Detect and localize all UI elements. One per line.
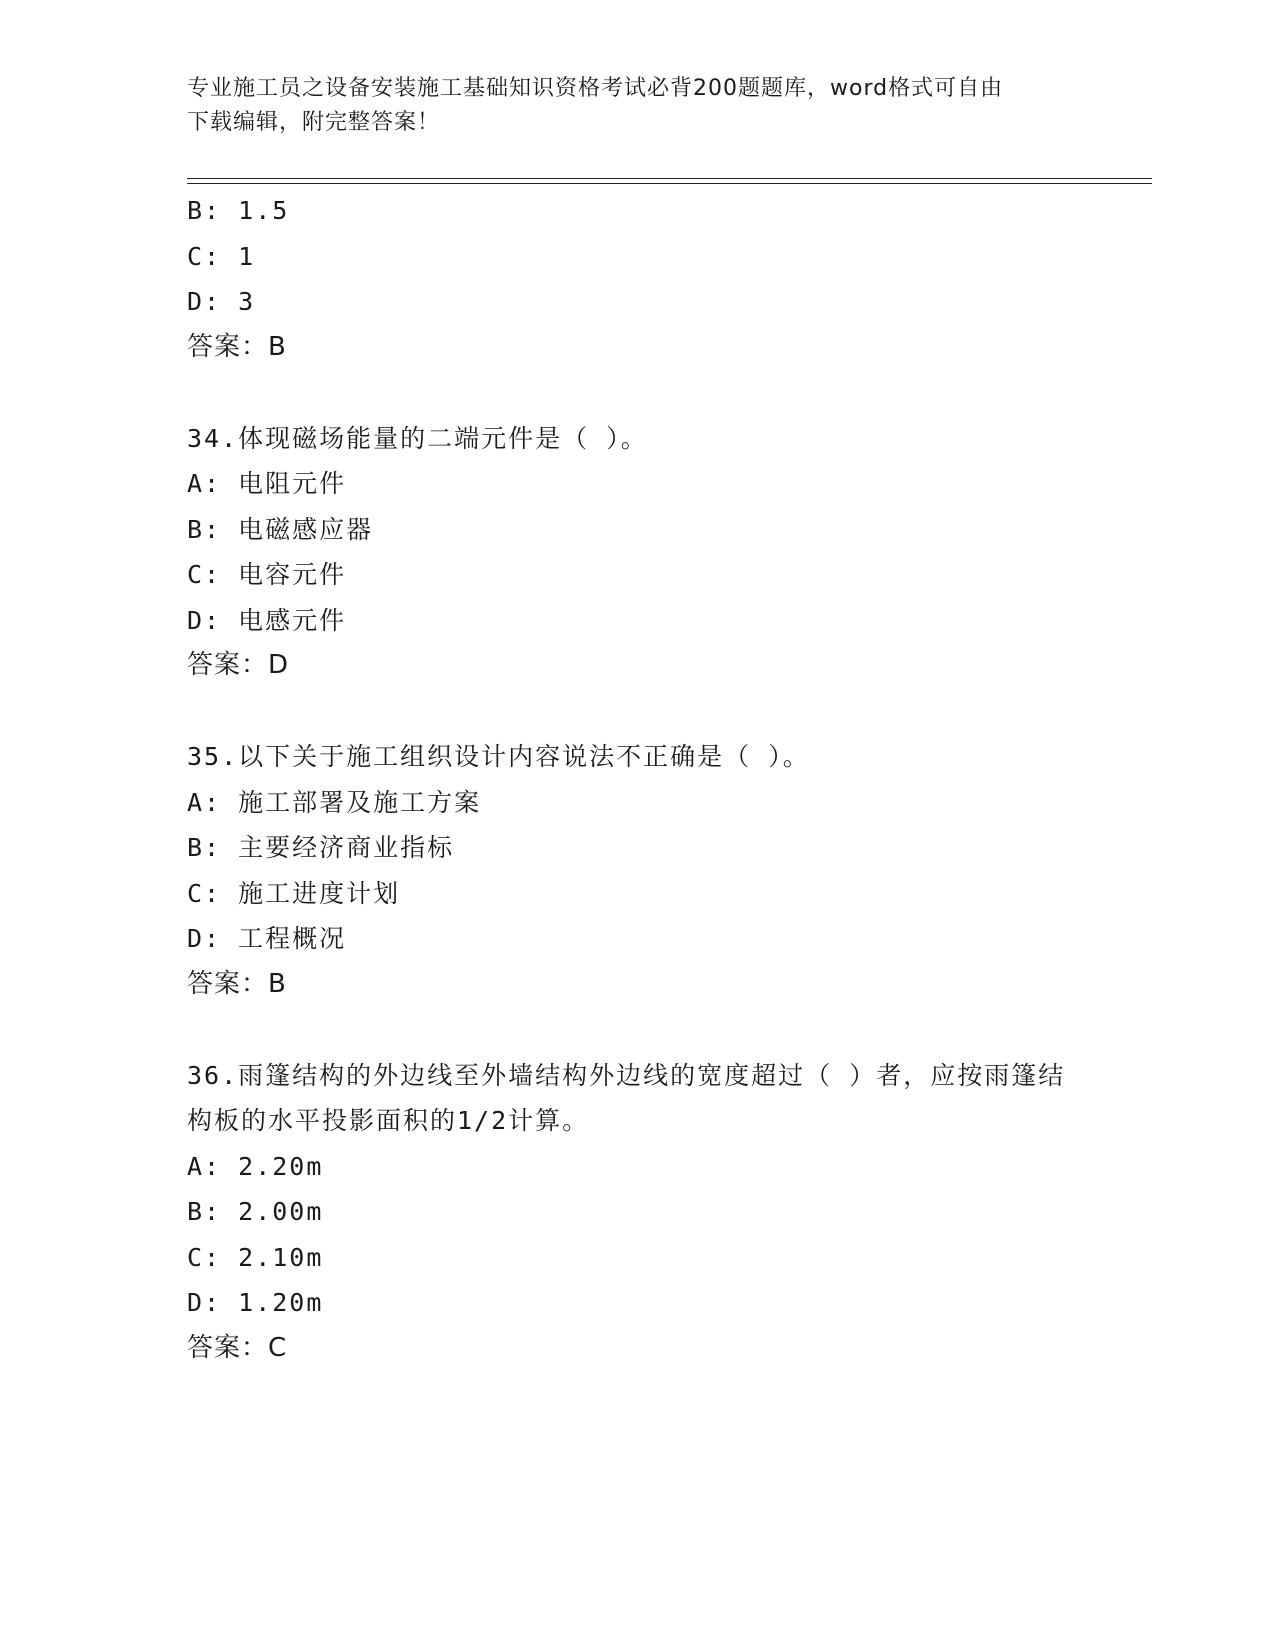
option-b: B: 电磁感应器	[187, 514, 374, 544]
header-divider-top	[187, 178, 1152, 179]
option-b: B: 2.00m	[187, 1197, 324, 1226]
option-c: C: 施工进度计划	[187, 878, 401, 908]
spacer	[187, 370, 1152, 416]
option-c: C: 2.10m	[187, 1242, 324, 1272]
option-b: B: 主要经济商业指标	[187, 833, 455, 862]
question-33	[187, 188, 1152, 370]
answer-line: 答案：D	[187, 650, 290, 680]
header-title-line-2: 下载编辑，附完整答案！	[187, 110, 441, 135]
spacer	[187, 1007, 1152, 1053]
answer-line: 答案：B	[187, 331, 287, 362]
option-c: C: 电容元件	[187, 560, 347, 589]
question-text: 36.雨篷结构的外边线至外墙结构外边线的宽度超过（ ）者，应按雨篷结构板的水平投影面积的1/2计算。	[187, 1060, 1066, 1135]
option-d: D: 工程概况	[187, 924, 347, 953]
header-divider-bottom	[187, 183, 1152, 184]
option-a: A: 2.20m	[187, 1151, 324, 1181]
document-header	[187, 72, 1067, 140]
question-36	[187, 1053, 1152, 1372]
option-d: D: 电感元件	[187, 605, 347, 635]
option-a: A: 电阻元件	[187, 469, 347, 498]
question-35	[187, 734, 1152, 1007]
option-d: D: 1.20m	[187, 1288, 324, 1317]
option-a: A: 施工部署及施工方案	[187, 787, 482, 817]
option-b: B: 1.5	[187, 196, 290, 225]
question-text: 34.体现磁场能量的二端元件是（ ）。	[187, 423, 648, 453]
question-34	[187, 416, 1152, 689]
answer-line: 答案：C	[187, 1332, 288, 1363]
option-d: D: 3	[187, 287, 256, 316]
option-c: C: 1	[187, 241, 256, 271]
question-list	[187, 188, 1152, 1371]
header-title-line-1: 专业施工员之设备安装施工基础知识资格考试必背200题题库，word格式可自由	[187, 76, 1004, 101]
answer-line: 答案：B	[187, 968, 287, 999]
question-text: 35.以下关于施工组织设计内容说法不正确是（ ）。	[187, 742, 810, 771]
spacer	[187, 689, 1152, 735]
